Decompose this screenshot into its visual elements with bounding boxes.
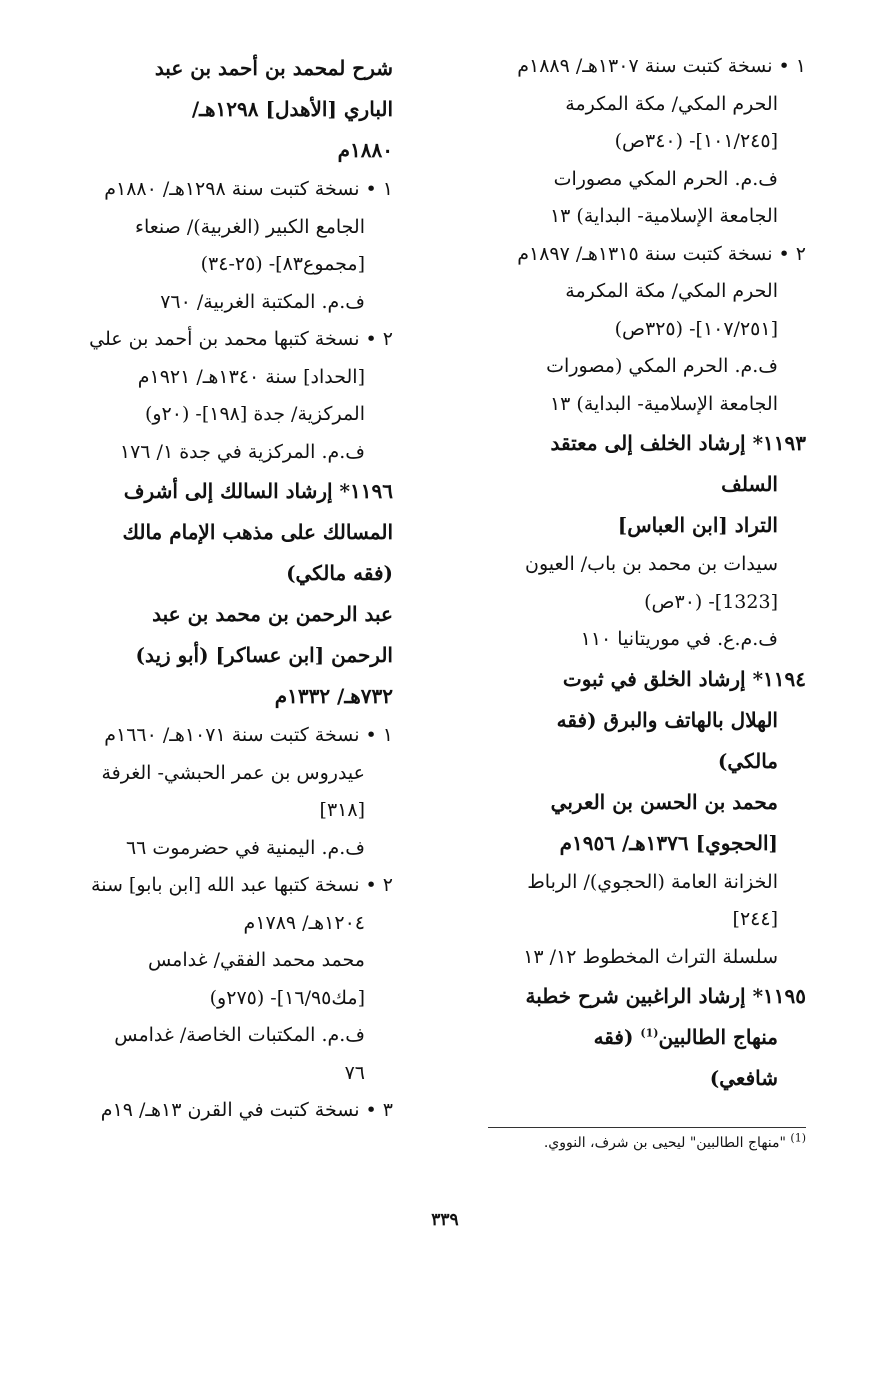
entry-heading: ١١٩٤* إرشاد الخلق في ثبوت — [562, 666, 806, 691]
entry-line: ف.م. الحرم المكي مصورات — [553, 167, 778, 190]
footnote-marker: (1) — [790, 1131, 806, 1145]
entry-line: سيدات بن محمد بن باب/ العيون — [525, 553, 778, 575]
entry-heading: (فقه مالكي) — [286, 561, 393, 585]
entry-line: ف.م. المركزية في جدة ١/ ١٧٦ — [119, 440, 365, 463]
entry-line: الجامع الكبير (الغربية)/ صنعاء — [135, 215, 365, 238]
author-name: شرح لمحمد بن أحمد بن عبد — [154, 56, 393, 80]
entry-line: ف.م. المكتبات الخاصة/ غدامس — [114, 1024, 365, 1046]
author-name: التراد [ابن العباس] — [617, 513, 778, 537]
entry-line: [مك١٦/٩٥]- (٢٧٥و) — [209, 986, 365, 1009]
entry-line: الخزانة العامة (الحجوي)/ الرباط — [527, 870, 778, 893]
entry-heading: ١١٩٦* إرشاد السالك إلى أشرف — [123, 479, 393, 503]
entry-line: الحرم المكي/ مكة المكرمة — [565, 280, 778, 302]
left-column — [75, 48, 393, 1130]
author-name: ٧٣٢هـ/ ١٣٣٢م — [274, 684, 393, 708]
footnote-text: "منهاج الطالبين" ليحيى بن شرف، النووي. — [543, 1135, 786, 1151]
author-name: محمد بن الحسن بن العربي — [550, 789, 778, 814]
right-column — [468, 48, 806, 1099]
author-name: [الحجوي] ١٣٧٦هـ/ ١٩٥٦م — [559, 830, 778, 855]
entry-line: ٢ • نسخة كتبها محمد بن أحمد بن علي — [89, 328, 393, 350]
entry-line: ١ • نسخة كتبت سنة ١٢٩٨هـ/ ١٨٨٠م — [104, 178, 393, 200]
entry-line: ف.م. الحرم المكي (مصورات — [546, 355, 778, 377]
entry-line: [٣١٨] — [319, 799, 365, 821]
entry-line: المركزية/ جدة [١٩٨]- (٢٠و) — [144, 403, 365, 425]
author-name: الباري [الأهدل] ١٢٩٨هـ/ — [191, 97, 393, 121]
entry-heading: مالكي) — [717, 748, 778, 773]
entry-line: ٢ • نسخة كتبها عبد الله [ابن بابو] سنة — [91, 874, 393, 896]
entry-heading: ١١٩٥* إرشاد الراغبين شرح خطبة — [525, 984, 806, 1008]
entry-heading: السلف — [721, 472, 778, 496]
footnote-divider — [488, 1127, 806, 1128]
footnote — [440, 1133, 806, 1153]
heading-text: منهاج الطالبين — [658, 1025, 778, 1049]
entry-line: [1323]- (٣٠ص) — [644, 590, 778, 613]
entry-line: ٧٦ — [344, 1061, 365, 1084]
heading-text: (فقه — [593, 1025, 634, 1049]
entry-heading: ١١٩٣* إرشاد الخلف إلى معتقد — [550, 431, 806, 455]
entry-line: ١ • نسخة كتبت سنة ١٠٧١هـ/ ١٦٦٠م — [104, 724, 393, 746]
entry-heading: المسالك على مذهب الإمام مالك — [122, 520, 393, 544]
entry-line: ١ • نسخة كتبت سنة ١٣٠٧هـ/ ١٨٨٩م — [517, 55, 806, 77]
author-name: عبد الرحمن بن محمد بن عبد — [152, 602, 393, 626]
entry-line: عيدروس بن عمر الحبشي- الغرفة — [101, 761, 365, 784]
author-name: الرحمن [ابن عساكر] (أبو زيد) — [135, 643, 393, 667]
entry-heading: شافعي) — [709, 1066, 778, 1090]
entry-heading — [468, 1017, 806, 1058]
entry-line: [٢٤٤] — [732, 908, 778, 930]
entry-line: الجامعة الإسلامية- البداية) ١٣ — [549, 392, 778, 415]
entry-line: الجامعة الإسلامية- البداية) ١٣ — [549, 205, 778, 227]
entry-line: [الحداد] سنة ١٣٤٠هـ/ ١٩٢١م — [137, 365, 365, 388]
entry-line: [مجموع٨٣]- (٢٥-٣٤) — [200, 253, 365, 275]
page-number: ٣٣٩ — [431, 1210, 459, 1230]
entry-heading: الهلال بالهاتف والبرق (فقه — [556, 707, 778, 732]
entry-line: ف.م. المكتبة الغربية/ ٧٦٠ — [160, 290, 365, 313]
entry-line: سلسلة التراث المخطوط ١٢/ ١٣ — [523, 945, 778, 968]
footnote-ref: (1) — [640, 1026, 659, 1040]
entry-line: [١٠١/٢٤٥]- (٣٤٠ص) — [614, 130, 778, 152]
entry-line: ٣ • نسخة كتبت في القرن ١٣هـ/ ١٩م — [100, 1099, 393, 1121]
entry-line: ف.م. اليمنية في حضرموت ٦٦ — [125, 836, 365, 859]
entry-line: محمد محمد الفقي/ غدامس — [147, 949, 365, 971]
author-name: ١٨٨٠م — [337, 138, 393, 162]
entry-line: ١٢٠٤هـ/ ١٧٨٩م — [243, 911, 365, 934]
entry-line: ف.م.ع. في موريتانيا ١١٠ — [580, 628, 778, 650]
entry-line: [١٠٧/٢٥١]- (٣٢٥ص) — [614, 317, 778, 340]
entry-line: الحرم المكي/ مكة المكرمة — [565, 92, 778, 115]
entry-line: ٢ • نسخة كتبت سنة ١٣١٥هـ/ ١٨٩٧م — [517, 242, 806, 265]
